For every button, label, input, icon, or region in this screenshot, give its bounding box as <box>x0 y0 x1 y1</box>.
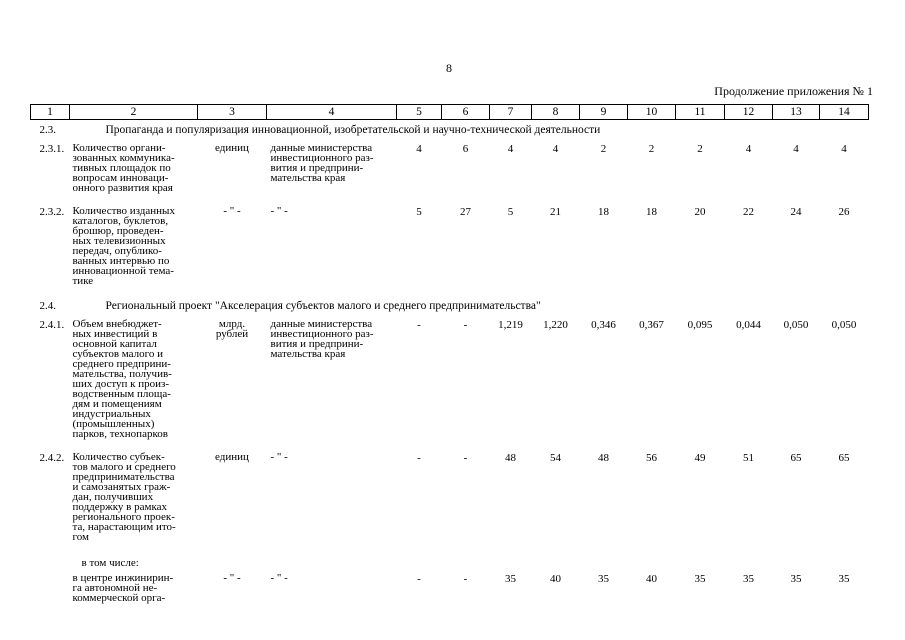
indicator-value: 4 <box>507 143 514 155</box>
indicator-value: - <box>417 573 421 585</box>
text-line: дан, получивших <box>72 491 154 503</box>
indicator-source <box>267 140 397 193</box>
indicator-source <box>267 570 397 603</box>
text-line: инновационной тема- <box>72 265 174 277</box>
text-line: предпринимательства <box>72 471 175 483</box>
section-row <box>31 120 869 141</box>
indicator-row <box>31 449 869 542</box>
indicator-value: - <box>463 573 468 585</box>
indicator-value: 5 <box>507 206 514 218</box>
indicator-row <box>31 140 869 193</box>
indicator-value: - <box>417 452 421 464</box>
indicator-value: - <box>463 319 468 331</box>
text-line: индустриальных <box>72 408 151 420</box>
section-title: Пропаганда и популяризация инновационной, изобретательской и научно-технической деятельности <box>105 124 601 136</box>
column-number-header: 3 <box>198 105 267 120</box>
text-line: в центре инжинирин- <box>72 572 174 584</box>
indicator-value: 4 <box>745 143 752 155</box>
column-number-row <box>31 105 869 120</box>
empty-cell <box>31 603 869 613</box>
section-title: Региональный проект "Акселерация субъектов малого и среднего предпринимательства" <box>105 300 541 312</box>
indicator-row <box>31 203 869 286</box>
indicator-value: 35 <box>790 573 802 585</box>
text-line: млрд. <box>218 318 246 330</box>
text-line: Количество изданных <box>72 205 175 217</box>
column-number-header: 13 <box>773 105 820 120</box>
indicator-value: 35 <box>694 573 706 585</box>
indicator-value: 56 <box>646 452 657 464</box>
text-line: вития и предприни- <box>270 338 364 350</box>
indicator-value: 18 <box>646 206 657 218</box>
indicator-value: 1,219 <box>498 319 523 331</box>
text-line: (промышленных) <box>72 418 155 430</box>
indicator-row <box>31 570 869 603</box>
indicator-value: 0,044 <box>736 319 761 331</box>
indicator-value: 65 <box>838 452 850 464</box>
text-line: вития и предприни- <box>270 162 364 174</box>
column-number-header: 6 <box>442 105 490 120</box>
column-number-header: 4 <box>267 105 397 120</box>
section-row <box>31 296 869 316</box>
text-line: дям и помещениям <box>72 398 162 410</box>
text-line: брошюр, проведен- <box>72 225 164 237</box>
text-line: - " - <box>223 205 241 217</box>
text-line: Объем внебюджет- <box>72 318 162 330</box>
row-spacer <box>31 603 869 613</box>
empty-cell <box>31 552 70 570</box>
text-line: Количество субъек- <box>72 451 165 463</box>
indicator-value: 2 <box>697 143 703 155</box>
indicator-value: 4 <box>841 143 847 155</box>
text-line: единиц <box>215 142 249 154</box>
row-spacer <box>31 286 869 296</box>
indicator-unit <box>198 140 267 193</box>
indicator-value: 51 <box>743 452 754 464</box>
indicator-value: 27 <box>460 206 471 218</box>
indicator-code <box>31 570 70 603</box>
indicator-value: 35 <box>598 573 609 585</box>
row-spacer <box>31 542 869 552</box>
indicator-value: 35 <box>743 573 754 585</box>
text-line: тов малого и среднего <box>72 461 176 473</box>
text-line: коммерческой орга- <box>72 592 166 604</box>
empty-cell <box>31 542 869 552</box>
text-line: тивных площадок по <box>72 162 171 174</box>
column-number-header: 10 <box>628 105 676 120</box>
indicator-name <box>70 449 198 542</box>
indicator-source <box>267 203 397 286</box>
indicator-value: 49 <box>694 452 706 464</box>
indicator-value: 40 <box>550 573 561 585</box>
text-line: мательства края <box>270 172 346 184</box>
text-line: мательства края <box>270 348 346 360</box>
indicator-value: 4 <box>416 143 422 155</box>
text-line: га автономной не- <box>72 582 158 594</box>
indicator-value: 5 <box>416 206 422 218</box>
indicator-value: 40 <box>646 573 657 585</box>
text-line: основной капитал <box>72 338 157 350</box>
indicator-name <box>70 570 198 603</box>
text-line: данные министерства <box>270 318 373 330</box>
text-line: гом <box>72 531 89 543</box>
indicator-value: 6 <box>462 143 469 155</box>
text-line: субъектов малого и <box>72 348 164 360</box>
text-line: рублей <box>215 328 249 340</box>
indicator-value: - <box>417 319 421 331</box>
text-line: водственным площа- <box>72 388 171 400</box>
section-code: 2.3. <box>39 124 56 136</box>
indicator-value: 21 <box>550 206 561 218</box>
text-line: среднего предприни- <box>72 358 171 370</box>
indicator-value: 0,050 <box>783 319 809 331</box>
text-line: зованных коммуника- <box>72 152 175 164</box>
indicator-value: 4 <box>552 143 559 155</box>
indicator-source <box>267 449 397 542</box>
indicator-value: 65 <box>790 452 802 464</box>
note-row <box>31 552 869 570</box>
text-line: вопросам инноваци- <box>72 172 169 184</box>
indicator-value: - <box>463 452 468 464</box>
column-number-header: 5 <box>397 105 442 120</box>
indicator-value: 35 <box>838 573 850 585</box>
indicator-code: 2.3.1. <box>39 143 65 155</box>
text-line: тике <box>72 275 94 287</box>
text-line: ших доступ к произ- <box>72 378 170 390</box>
column-number-header: 14 <box>820 105 869 120</box>
column-number-header: 2 <box>70 105 198 120</box>
indicators-table <box>30 104 869 613</box>
section-code: 2.4. <box>39 300 56 312</box>
text-line: парков, технопарков <box>72 428 168 440</box>
empty-cell <box>31 439 869 449</box>
indicator-value: 18 <box>598 206 609 218</box>
indicator-value: 0,346 <box>591 319 616 331</box>
text-line: ванных интервью по <box>72 255 170 267</box>
indicator-value: 2 <box>648 143 655 155</box>
indicator-value: 1,220 <box>543 319 568 331</box>
text-line: ных инвестиций в <box>72 328 158 340</box>
indicator-unit <box>198 449 267 542</box>
text-line: единиц <box>215 451 249 463</box>
indicator-name <box>70 140 198 193</box>
indicator-value: 22 <box>743 206 754 218</box>
text-line: Количество органи- <box>72 142 166 154</box>
text-line: передач, опублико- <box>72 245 162 257</box>
indicator-source <box>267 316 397 439</box>
column-number-header: 12 <box>725 105 773 120</box>
indicator-value: 2 <box>600 143 607 155</box>
text-line: та, нарастающим ито- <box>72 521 176 533</box>
text-line: мательства, получив- <box>72 368 172 380</box>
indicator-value: 20 <box>694 206 706 218</box>
indicator-value: 48 <box>505 452 516 464</box>
indicator-value: 54 <box>550 452 561 464</box>
indicator-value: 26 <box>838 206 850 218</box>
text-line: инвестиционного раз- <box>270 152 374 164</box>
indicator-code: 2.3.2. <box>39 206 65 218</box>
text-line: - " - <box>270 451 288 463</box>
column-number-header: 11 <box>676 105 725 120</box>
indicator-name <box>70 316 198 439</box>
empty-cell <box>31 286 869 296</box>
text-line: онного развития края <box>72 182 173 194</box>
text-line: инвестиционного раз- <box>270 328 374 340</box>
continuation-caption: Продолжение приложения № 1 <box>714 84 873 98</box>
column-number-header: 8 <box>532 105 580 120</box>
note-text: в том числе: <box>81 557 139 569</box>
indicator-unit <box>198 316 267 439</box>
indicator-value: 0,367 <box>639 319 664 331</box>
text-line: регионального проек- <box>72 511 175 523</box>
empty-cell <box>198 552 869 570</box>
indicator-code: 2.4.2. <box>39 452 65 464</box>
column-number-header: 9 <box>580 105 628 120</box>
row-spacer <box>31 193 869 203</box>
text-line: - " - <box>270 205 288 217</box>
indicator-value: 48 <box>598 452 609 464</box>
indicator-code: 2.4.1. <box>39 319 65 331</box>
column-number-header: 7 <box>490 105 532 120</box>
text-line: ных телевизионных <box>72 235 166 247</box>
indicator-row <box>31 316 869 439</box>
text-line: поддержку в рамках <box>72 501 168 513</box>
indicator-value: 0,095 <box>687 319 713 331</box>
text-line: каталогов, буклетов, <box>72 215 169 227</box>
indicator-name <box>70 203 198 286</box>
empty-cell <box>31 193 869 203</box>
page-number: 8 <box>446 61 452 75</box>
indicator-value: 0,050 <box>831 319 857 331</box>
text-line: данные министерства <box>270 142 373 154</box>
column-number-header: 1 <box>31 105 70 120</box>
text-line: и самозанятых граж- <box>72 481 171 493</box>
text-line: - " - <box>270 572 288 584</box>
indicator-unit <box>198 570 267 603</box>
indicator-unit <box>198 203 267 286</box>
text-line: - " - <box>223 572 241 584</box>
indicator-value: 35 <box>505 573 516 585</box>
indicator-value: 24 <box>790 206 802 218</box>
row-spacer <box>31 439 869 449</box>
indicator-value: 4 <box>793 143 799 155</box>
